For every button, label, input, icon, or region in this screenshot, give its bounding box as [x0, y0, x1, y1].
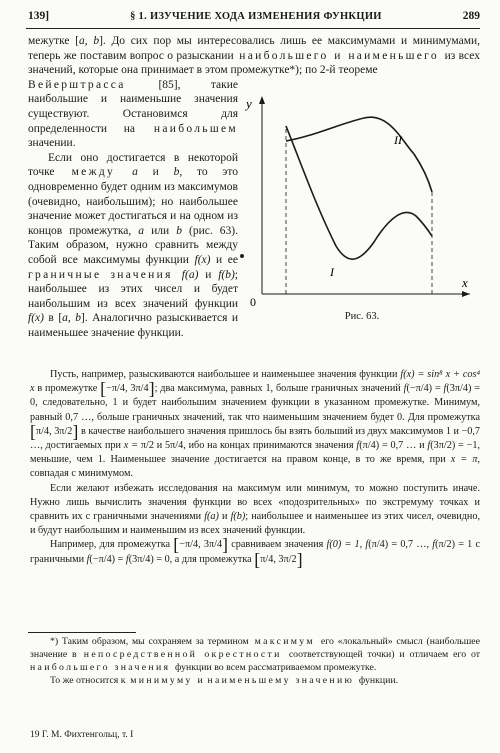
footnote-rule	[28, 632, 136, 633]
x-axis-arrow	[462, 291, 470, 297]
curve-II-label: II	[394, 132, 402, 147]
figure-63-graph	[244, 86, 480, 331]
header-rule	[26, 28, 480, 29]
chapter-title: § 1. ИЗУЧЕНИЕ ХОДА ИЗМЕНЕНИЯ ФУНКЦИИ	[130, 11, 382, 22]
main-text	[28, 34, 480, 340]
footnote-2: То же относится к минимуму и наименьшему значению функции.	[50, 675, 399, 686]
footnote	[30, 635, 480, 687]
origin-label: 0	[250, 294, 256, 309]
paragraph-1: межутке [a, b]. До сих пор мы интересовались лишь ее максимумами и минимумами, теперь же поставим вопрос о разыскании наибольшего и наименьшего из всех значений, которые она принимает в этом промежутке*); по 2-й теореме	[28, 35, 481, 77]
running-header	[28, 10, 480, 28]
page-number: 289	[462, 10, 480, 22]
y-axis-label: y	[246, 95, 252, 111]
figure-caption: Рис. 63.	[344, 311, 380, 323]
curve-I	[286, 126, 432, 259]
curve-I-label: I	[330, 264, 334, 279]
x-axis-label: x	[462, 274, 468, 290]
margin-dot	[240, 254, 244, 258]
section-ref: 139]	[28, 10, 50, 22]
example-paragraph: Пусть, например, разыскиваются наибольшее и наименьшее значения функции f(x) = sin⁸ x + cos⁴ x в промежутке [−π/4, 3π/4]; два максимума, равных 1, больше граничных значений f(−π/4) = f(3π/4) = 0, следовательно, 1 и будет наибольшим значением функции в указанном промежутке. Минимум, равный 0,7 …, больше граничных значений, так что наименьшим значением будет 0. Для промежутка [π/4, 3π/2] в качестве наибольшего значения пришлось бы взять больший из двух максимумов 1 и −0,7 …, достигаемых при x = π/2 и 5π/4, ибо на концах принимаются значения f(π/4) = 0,7 … и f(3π/2) = −1, меньшие, чем 1. Наименьшее значение достигается на правом конце, в то же время, при x = π, совпадая с минимумом.	[30, 369, 481, 480]
figure-63	[244, 86, 480, 331]
paragraph-5: Например, для промежутка [−π/4, 3π/4] сравниваем значения f(0) = 1, f(π/4) = 0,7 …, f(π/2) = 1 с граничными f(−π/4) = f(3π/4) = 0, а для промежутка [π/4, 3π/2]	[30, 535, 480, 570]
paragraph-2: Если оно достигается в некоторой точке между a и b, то это одновременно будет одним из максимумов (очевидно, наибольшим); но наибольшее значение может достигаться и на одном из концов промежутка, a или b (рис. 63). Таким образом, нужно сравнить между собой все максимумы функции f(x) и ее граничные значения f(a) и f(b); наибольшее из этих чисел и будет наибольшим из всех значений функции f(x) в [a, b]. Аналогично разыскивается и наименьшее значение функции.	[28, 151, 239, 339]
example-text	[30, 368, 481, 570]
paragraph-4: Если желают избежать исследования на максимум или минимум, то можно поступить иначе. Нужно лишь вычислить значения функции во всех «подозрительных» по экстремуму точках и сравнить их с граничными значениями f(a) и f(b); наибольшее и наименьшее из этих чисел, очевидно, и будут наибольшим и наименьшим из всех значений функции.	[30, 482, 480, 537]
signature-line: 19 Г. М. Фихтенгольц, т. I	[30, 730, 134, 740]
y-axis-arrow	[259, 96, 265, 104]
footnote-1: *) Таким образом, мы сохраняем за термином максимум его «локальный» смысл (наибольшее значение в непосредственной окрестности соответствующей точки) и отличаем его от наибольшего значения функции во всем рассматриваемом промежутке.	[30, 636, 480, 673]
paragraph-1-cont: Вейерштрасса [85], такие наибольшие и наименьшие значения существуют. Остановимся для определенности на наибольшем значении.	[28, 78, 239, 150]
